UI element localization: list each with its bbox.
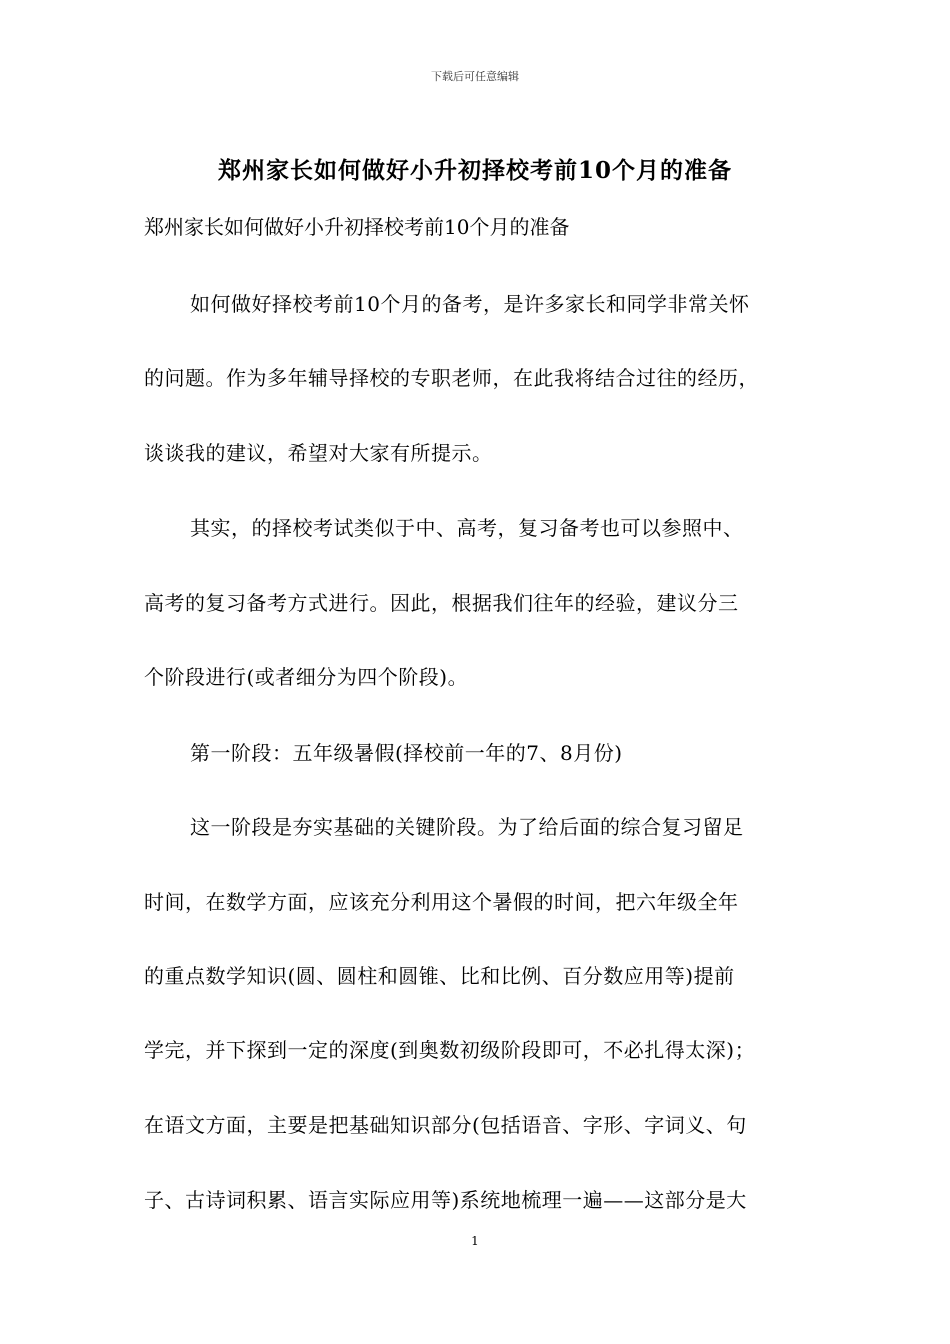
paragraph-line: 谈谈我的建议，希望对大家有所提示。	[144, 441, 493, 465]
paragraph-line: 时间，在数学方面，应该充分利用这个暑假的时间，把六年级全年	[144, 890, 739, 914]
paragraph-line: 其实，的择校考试类似于中、高考，复习备考也可以参照中、	[190, 516, 744, 540]
paragraph-line: 的问题。作为多年辅导择校的专职老师，在此我将结合过往的经历，	[144, 366, 759, 390]
section-heading-line: 第一阶段：五年级暑假(择校前一年的7、8月份)	[190, 741, 623, 765]
page-number: 1	[471, 1234, 479, 1248]
paragraph-line: 子、古诗词积累、语言实际应用等)系统地梳理一遍——这部分是大	[144, 1188, 747, 1212]
document-title: 郑州家长如何做好小升初择校考前10个月的准备	[217, 157, 732, 184]
paragraph-line: 的重点数学知识(圆、圆柱和圆锥、比和比例、百分数应用等)提前	[144, 964, 735, 988]
paragraph-line: 高考的复习备考方式进行。因此，根据我们往年的经验，建议分三	[144, 591, 739, 615]
paragraph-line: 如何做好择校考前10个月的备考，是许多家长和同学非常关怀	[190, 292, 750, 316]
paragraph-line: 学完，并下探到一定的深度(到奥数初级阶段即可，不必扎得太深)；	[144, 1038, 756, 1062]
paragraph-line: 个阶段进行(或者细分为四个阶段)。	[144, 665, 469, 689]
download-note: 下载后可任意编辑	[431, 70, 519, 83]
paragraph-line: 在语文方面，主要是把基础知识部分(包括语音、字形、字词义、句	[144, 1113, 747, 1137]
document-subtitle: 郑州家长如何做好小升初择校考前10个月的准备	[144, 215, 570, 239]
paragraph-line: 这一阶段是夯实基础的关键阶段。为了给后面的综合复习留足	[190, 815, 744, 839]
